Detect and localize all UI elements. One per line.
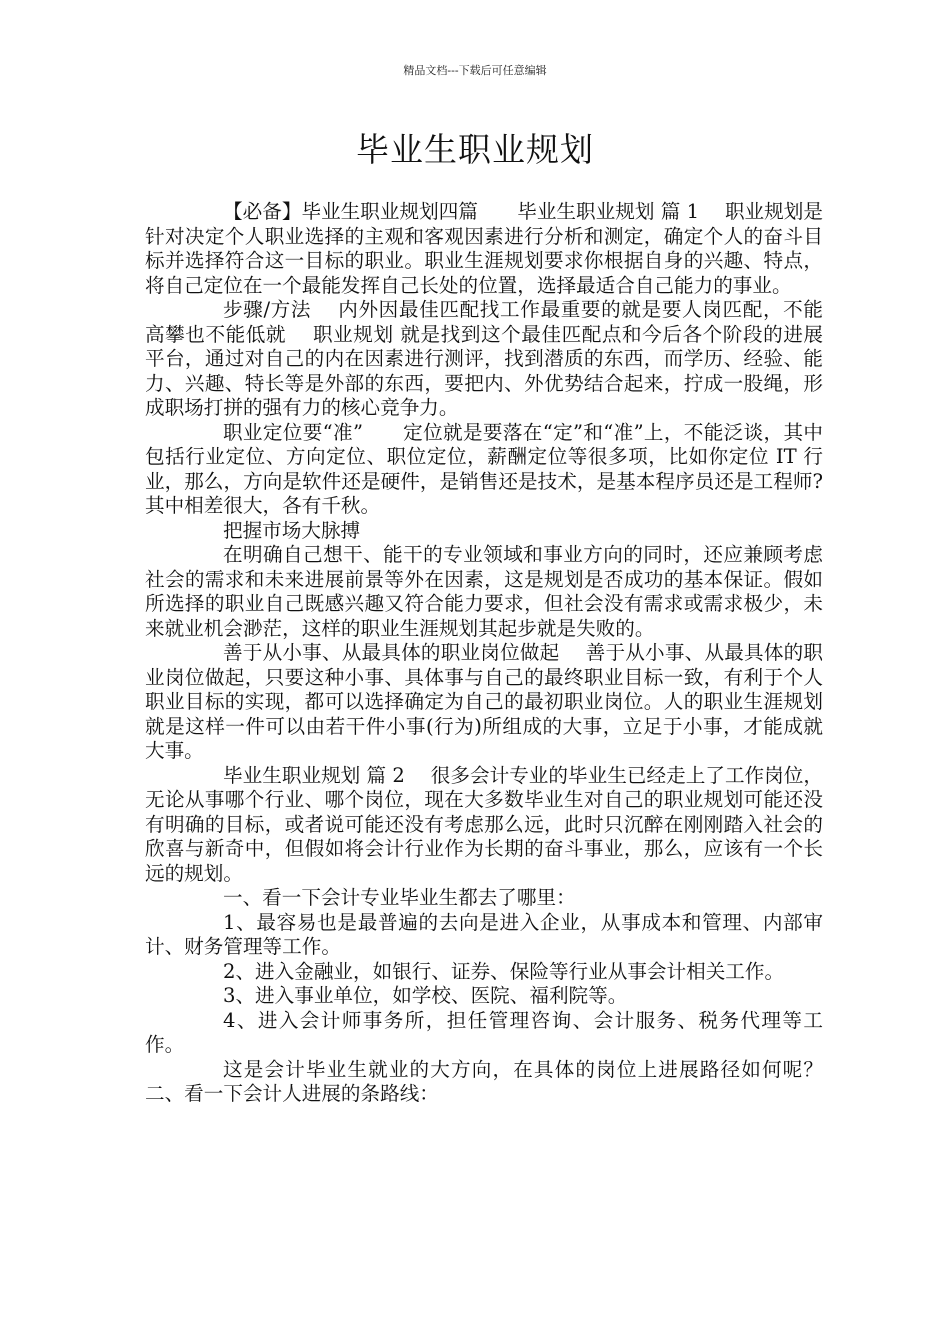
paragraph-item-1: 1、最容易也是最普遍的去向是进入企业，从事成本和管理、内部审计、财务管理等工作。 (145, 910, 823, 958)
paragraph-career-positioning: 职业定位要“准” 定位就是要落在“定”和“准”上，不能泛谈，其中包括行业定位、方向定位、职位定位，薪酬定位等很多项，比如你定位 IT 行业，那么，方向是软件还是硬件，是销售还是技术，是基本程序员还是工程师?其中相差很大，各有千秋。 (145, 420, 823, 517)
paragraph-heading-market: 把握市场大脉搏 (223, 518, 361, 542)
paragraph-conclusion: 这是会计毕业生就业的大方向，在具体的岗位上进展路径如何呢？ 二、看一下会计人进展的条路线： (145, 1057, 849, 1105)
paragraph-plan-2: 毕业生职业规划 篇 2 很多会计专业的毕业生已经走上了工作岗位，无论从事哪个行业、哪个岗位，现在大多数毕业生对自己的职业规划可能还没有明确的目标，或者说可能还没有考虑那么远，此时只沉醉在刚刚踏入社会的欣喜与新奇中，但假如将会计行业作为长期的奋斗事业，那么，应该有一个长远的规划。 (145, 763, 823, 885)
paragraph-small-things: 善于从小事、从最具体的职业岗位做起 善于从小事、从最具体的职业岗位做起，只要这种小事、具体事与自己的最终职业目标一致，有利于个人职业目标的实现，都可以选择确定为自己的最初职业岗位。人的职业生涯规划就是这样一件可以由若干件小事(行为)所组成的大事，立足于小事，才能成就大事。 (145, 641, 823, 762)
page-header: 精品文档---下载后可任意编辑 (403, 64, 547, 77)
paragraph-item-3: 3、进入事业单位，如学校、医院、福利院等。 (223, 984, 628, 1007)
paragraph-steps-methods: 步骤/方法 内外因最佳匹配找工作最重要的就是要人岗匹配，不能高攀也不能低就 职业规划 就是找到这个最佳匹配点和今后各个阶段的进展平台，通过对自己的内在因素进行测评，找到潜质的东西，而学历、经验、能力、兴趣、特长等是外部的东西，要把内、外优势结合起来，拧成一股绳，形成职场打拼的强有力的核心竞争力。 (145, 298, 823, 419)
paragraph-intro: 【必备】毕业生职业规划四篇 毕业生职业规划 篇 1 职业规划是针对决定个人职业选择的主观和客观因素进行分析和测定，确定个人的奋斗目标并选择符合这一目标的职业。职业生涯规划要求你根据自身的兴趣、特点，将自己定位在一个最能发挥自己长处的位置，选择最适合自己能力的事业。 (145, 200, 823, 297)
paragraph-item-2: 2、进入金融业，如银行、证券、保险等行业从事会计相关工作。 (223, 959, 785, 983)
paragraph-section-one: 一、看一下会计专业毕业生都去了哪里： (223, 886, 576, 909)
paragraph-market: 在明确自己想干、能干的专业领域和事业方向的同时，还应兼顾考虑社会的需求和未来进展前景等外在因素，这是规划是否成功的基本保证。假如所选择的职业自己既感兴趣又符合能力要求，但社会没有需求或需求极少，未来就业机会渺茫，这样的职业生涯规划其起步就是失败的。 (145, 543, 823, 640)
paragraph-item-4: 4、进入会计师事务所，担任管理咨询、会计服务、税务代理等工作。 (145, 1008, 823, 1056)
document-title: 毕业生职业规划 (356, 130, 594, 169)
document-body (145, 200, 849, 1107)
